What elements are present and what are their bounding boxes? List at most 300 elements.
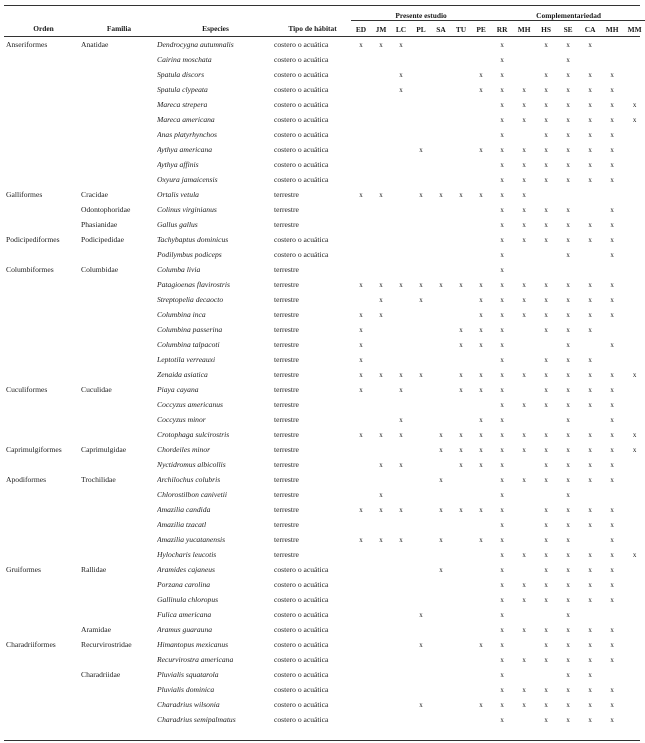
presence-mark-cell: x [566,145,570,154]
presence-mark-cell [623,157,645,172]
orden-cell [4,157,81,172]
presence-mark-cell [371,412,391,427]
presence-mark-cell: x [544,565,548,574]
presence-mark-cell [431,37,451,52]
presence-mark-cell [601,37,623,52]
presence-mark-cell: x [500,100,504,109]
especie-cell: Zenaida asiatica [157,370,208,379]
presence-mark-cell [623,172,645,187]
column-header-site: PL [416,24,426,34]
habitat-cell: costero o acuática [274,580,329,589]
orden-cell [4,667,81,682]
habitat-cell: terrestre [274,550,299,559]
presence-mark-cell: x [500,370,504,379]
habitat-cell: terrestre [274,385,299,394]
presence-mark-cell [513,382,535,397]
presence-mark-cell: x [544,115,548,124]
presence-mark-cell [351,547,371,562]
table-row [4,562,645,577]
habitat-cell: costero o acuática [274,70,329,79]
table-row [4,307,645,322]
presence-mark-cell: x [588,475,592,484]
presence-mark-cell: x [610,700,614,709]
group-header-presente-estudio: Presente estudio [351,6,491,21]
orden-cell [4,97,81,112]
table-row [4,697,645,712]
presence-mark-cell [623,127,645,142]
presence-mark-cell: x [459,280,463,289]
presence-mark-cell: x [399,70,403,79]
presence-mark-cell: x [522,625,526,634]
presence-mark-cell: x [632,115,637,124]
presence-mark-cell [391,322,411,337]
presence-mark-cell [623,382,645,397]
presence-mark-cell [451,562,471,577]
especie-cell: Columbina inca [157,310,206,319]
presence-mark-cell [411,52,431,67]
especie-cell: Crotophaga sulcirostris [157,430,230,439]
presence-mark-cell [391,217,411,232]
presence-mark-cell: x [610,625,614,634]
habitat-cell: costero o acuática [274,130,329,139]
presence-mark-cell: x [566,610,570,619]
presence-mark-cell [391,682,411,697]
presence-mark-cell [601,667,623,682]
presence-mark-cell [391,97,411,112]
presence-mark-cell [513,487,535,502]
presence-mark-cell [623,532,645,547]
familia-cell [81,712,157,727]
presence-mark-cell: x [379,490,383,499]
presence-mark-cell [351,412,371,427]
presence-mark-cell: x [588,625,592,634]
presence-mark-cell: x [544,40,548,49]
presence-mark-cell: x [588,460,592,469]
presence-mark-cell [431,712,451,727]
presence-mark-cell [431,487,451,502]
presence-mark-cell [411,247,431,262]
presence-mark-cell: x [566,235,570,244]
presence-mark-cell: x [459,325,463,334]
presence-mark-cell [351,157,371,172]
presence-mark-cell: x [610,370,614,379]
presence-mark-cell: x [610,685,614,694]
familia-cell [81,532,157,547]
presence-mark-cell [391,637,411,652]
orden-cell [4,487,81,502]
presence-mark-cell [351,292,371,307]
presence-mark-cell [431,307,451,322]
especie-cell: Ortalis vetula [157,190,199,199]
presence-mark-cell [351,457,371,472]
presence-mark-cell [623,637,645,652]
presence-mark-cell: x [479,460,483,469]
familia-cell: Anatidae [81,40,109,49]
orden-cell [4,622,81,637]
table-row [4,592,645,607]
especie-cell: Aythya affinis [157,160,199,169]
especie-cell: Himantopus mexicanus [157,640,229,649]
presence-mark-cell [431,592,451,607]
presence-mark-cell: x [610,115,614,124]
habitat-cell: terrestre [274,400,299,409]
presence-mark-cell [431,142,451,157]
especie-cell: Charadrius semipalmatus [157,715,236,724]
orden-cell: Caprimulgiformes [6,445,62,454]
presence-mark-cell [579,337,601,352]
especie-cell: Tachybaptus dominicus [157,235,229,244]
presence-mark-cell [411,622,431,637]
presence-mark-cell: x [610,340,614,349]
presence-mark-cell: x [588,295,592,304]
especie-cell: Piaya cayana [157,385,199,394]
table-row [4,187,645,202]
presence-mark-cell [535,52,557,67]
presence-mark-cell [411,232,431,247]
familia-cell [81,292,157,307]
presence-mark-cell [623,52,645,67]
presence-mark-cell [579,187,601,202]
table-row [4,712,645,727]
presence-mark-cell: x [566,130,570,139]
familia-cell [81,52,157,67]
presence-mark-cell [431,232,451,247]
familia-cell [81,457,157,472]
presence-mark-cell: x [439,190,443,199]
presence-mark-cell [623,247,645,262]
presence-mark-cell [431,667,451,682]
presence-mark-cell: x [544,310,548,319]
presence-mark-cell: x [610,550,614,559]
presence-mark-cell: x [588,370,592,379]
especie-cell: Coccyzus minor [157,415,206,424]
especie-cell: Cairina moschata [157,55,212,64]
presence-mark-cell: x [379,295,383,304]
presence-mark-cell: x [500,295,504,304]
presence-mark-cell [351,172,371,187]
presence-mark-cell [623,397,645,412]
presence-mark-cell [371,697,391,712]
presence-mark-cell [431,292,451,307]
orden-cell [4,712,81,727]
presence-mark-cell: x [399,415,403,424]
familia-cell [81,697,157,712]
presence-mark-cell: x [522,295,526,304]
presence-mark-cell [411,457,431,472]
presence-mark-cell: x [500,715,504,724]
presence-mark-cell: x [419,145,423,154]
presence-mark-cell [431,697,451,712]
presence-mark-cell: x [566,325,570,334]
presence-mark-cell: x [522,685,526,694]
presence-mark-cell: x [379,310,383,319]
especie-cell: Spatula clypeata [157,85,208,94]
presence-mark-cell [471,127,491,142]
presence-mark-cell [371,67,391,82]
orden-cell [4,697,81,712]
presence-mark-cell: x [500,490,504,499]
presence-mark-cell [513,262,535,277]
table-row [4,367,645,382]
familia-cell: Caprimulgidae [81,445,127,454]
familia-cell [81,172,157,187]
presence-mark-cell: x [566,505,570,514]
orden-cell [4,202,81,217]
orden-cell [4,532,81,547]
presence-mark-cell: x [399,40,403,49]
presence-mark-cell [371,142,391,157]
presence-mark-cell [451,82,471,97]
presence-mark-cell [623,262,645,277]
presence-mark-cell: x [379,280,383,289]
presence-mark-cell [451,352,471,367]
presence-mark-cell [371,172,391,187]
table-row [4,37,645,52]
table-row [4,172,645,187]
presence-mark-cell: x [544,460,548,469]
presence-mark-cell: x [399,85,403,94]
presence-mark-cell: x [419,295,423,304]
presence-mark-cell [431,607,451,622]
presence-mark-cell: x [500,565,504,574]
presence-mark-cell [623,142,645,157]
presence-mark-cell: x [610,430,614,439]
presence-mark-cell [391,307,411,322]
presence-mark-cell [351,562,371,577]
presence-mark-cell [471,37,491,52]
presence-mark-cell [623,217,645,232]
presence-mark-cell: x [588,160,592,169]
table-row [4,652,645,667]
especie-cell: Amazilia yucatanensis [157,535,226,544]
presence-mark-cell [471,172,491,187]
presence-mark-cell [371,262,391,277]
presence-mark-cell: x [588,565,592,574]
presence-mark-cell: x [379,460,383,469]
habitat-cell: costero o acuática [274,565,329,574]
presence-mark-cell: x [500,655,504,664]
presence-mark-cell [471,97,491,112]
presence-mark-cell: x [544,580,548,589]
presence-mark-cell [391,172,411,187]
table-row [4,577,645,592]
presence-mark-cell: x [439,505,443,514]
presence-mark-cell: x [544,550,548,559]
column-header-site: JM [375,24,387,34]
presence-mark-cell [579,487,601,502]
presence-mark-cell [411,442,431,457]
presence-mark-cell: x [479,535,483,544]
presence-mark-cell: x [566,475,570,484]
presence-mark-cell: x [479,325,483,334]
presence-mark-cell: x [588,235,592,244]
especie-cell: Aramides cajaneus [157,565,215,574]
presence-mark-cell: x [566,580,570,589]
presence-mark-cell: x [610,205,614,214]
presence-mark-cell: x [566,220,570,229]
presence-mark-cell [391,562,411,577]
familia-cell: Recurvirostridae [81,640,132,649]
presence-mark-cell: x [522,115,526,124]
orden-cell [4,277,81,292]
presence-mark-cell [451,547,471,562]
especie-cell: Chordeiles minor [157,445,211,454]
familia-cell [81,607,157,622]
presence-mark-cell [451,652,471,667]
column-header-site: HS [541,24,552,34]
column-header-site: TU [455,24,467,34]
presence-mark-cell [451,247,471,262]
presence-mark-cell: x [399,385,403,394]
presence-mark-cell: x [610,475,614,484]
presence-mark-cell: x [544,505,548,514]
presence-mark-cell [623,277,645,292]
presence-mark-cell: x [399,430,403,439]
presence-mark-cell: x [610,85,614,94]
presence-mark-cell: x [588,550,592,559]
presence-mark-cell [451,172,471,187]
presence-mark-cell: x [566,40,570,49]
presence-mark-cell [451,37,471,52]
presence-mark-cell: x [500,550,504,559]
presence-mark-cell: x [399,535,403,544]
presence-mark-cell: x [544,400,548,409]
table-row [4,382,645,397]
presence-mark-cell: x [439,475,443,484]
presence-mark-cell [371,397,391,412]
presence-mark-cell: x [566,670,570,679]
presence-mark-cell: x [522,475,526,484]
presence-mark-cell [471,472,491,487]
presence-mark-cell [371,82,391,97]
table-row [4,352,645,367]
presence-mark-cell: x [632,445,637,454]
familia-cell: Charadriidae [81,670,121,679]
presence-mark-cell [371,652,391,667]
presence-mark-cell: x [544,100,548,109]
presence-mark-cell: x [359,190,363,199]
habitat-cell: terrestre [274,535,299,544]
presence-mark-cell [471,592,491,607]
orden-cell: Apodiformes [6,475,47,484]
presence-mark-cell [391,547,411,562]
presence-mark-cell [431,247,451,262]
presence-mark-cell [431,127,451,142]
presence-mark-cell [411,37,431,52]
presence-mark-cell: x [588,40,592,49]
presence-mark-cell [513,667,535,682]
presence-mark-cell: x [500,220,504,229]
presence-mark-cell: x [479,310,483,319]
presence-mark-cell: x [588,445,592,454]
table-row [4,232,645,247]
presence-mark-cell: x [544,520,548,529]
presence-mark-cell [391,52,411,67]
presence-mark-cell [391,337,411,352]
presence-mark-cell [351,577,371,592]
presence-mark-cell [579,202,601,217]
table-row [4,397,645,412]
presence-mark-cell [431,397,451,412]
presence-mark-cell [451,307,471,322]
presence-mark-cell: x [399,370,403,379]
familia-cell [81,277,157,292]
especie-cell: Amazilia candida [157,505,211,514]
presence-mark-cell [513,67,535,82]
table-row [4,412,645,427]
presence-mark-cell [451,592,471,607]
table-row [4,457,645,472]
presence-mark-cell: x [566,340,570,349]
familia-cell [81,652,157,667]
presence-mark-cell [371,577,391,592]
presence-mark-cell: x [610,505,614,514]
presence-mark-cell [391,622,411,637]
presence-mark-cell: x [588,115,592,124]
presence-mark-cell [579,532,601,547]
presence-mark-cell: x [610,250,614,259]
presence-mark-cell [371,247,391,262]
presence-mark-cell: x [522,220,526,229]
presence-mark-cell [431,67,451,82]
presence-mark-cell: x [500,475,504,484]
habitat-cell: terrestre [274,190,299,199]
presence-mark-cell [451,112,471,127]
presence-mark-cell: x [500,640,504,649]
presence-mark-cell: x [500,505,504,514]
especie-cell: Dendrocygna autumnalis [157,40,234,49]
presence-mark-cell [391,652,411,667]
presence-mark-cell: x [566,175,570,184]
presence-mark-cell [535,337,557,352]
presence-mark-cell [431,217,451,232]
orden-cell [4,307,81,322]
presence-mark-cell [431,322,451,337]
habitat-cell: costero o acuática [274,235,329,244]
presence-mark-cell: x [500,415,504,424]
presence-mark-cell [513,352,535,367]
presence-mark-cell: x [588,580,592,589]
presence-mark-cell [391,487,411,502]
presence-mark-cell [471,157,491,172]
presence-mark-cell: x [544,280,548,289]
table-row [4,487,645,502]
presence-mark-cell: x [610,580,614,589]
presence-mark-cell [471,397,491,412]
presence-mark-cell [623,712,645,727]
presence-mark-cell [601,187,623,202]
presence-mark-cell [471,52,491,67]
habitat-cell: terrestre [274,445,299,454]
presence-mark-cell: x [566,160,570,169]
presence-mark-cell [371,352,391,367]
presence-mark-cell [471,682,491,697]
presence-mark-cell [351,142,371,157]
orden-cell [4,607,81,622]
presence-mark-cell [601,52,623,67]
presence-mark-cell: x [500,70,504,79]
presence-mark-cell [471,112,491,127]
presence-mark-cell [411,337,431,352]
presence-mark-cell: x [588,430,592,439]
presence-mark-cell [471,352,491,367]
familia-cell [81,487,157,502]
presence-mark-cell: x [419,280,423,289]
table-row [4,127,645,142]
presence-mark-cell: x [522,310,526,319]
presence-mark-cell: x [610,295,614,304]
familia-cell [81,517,157,532]
